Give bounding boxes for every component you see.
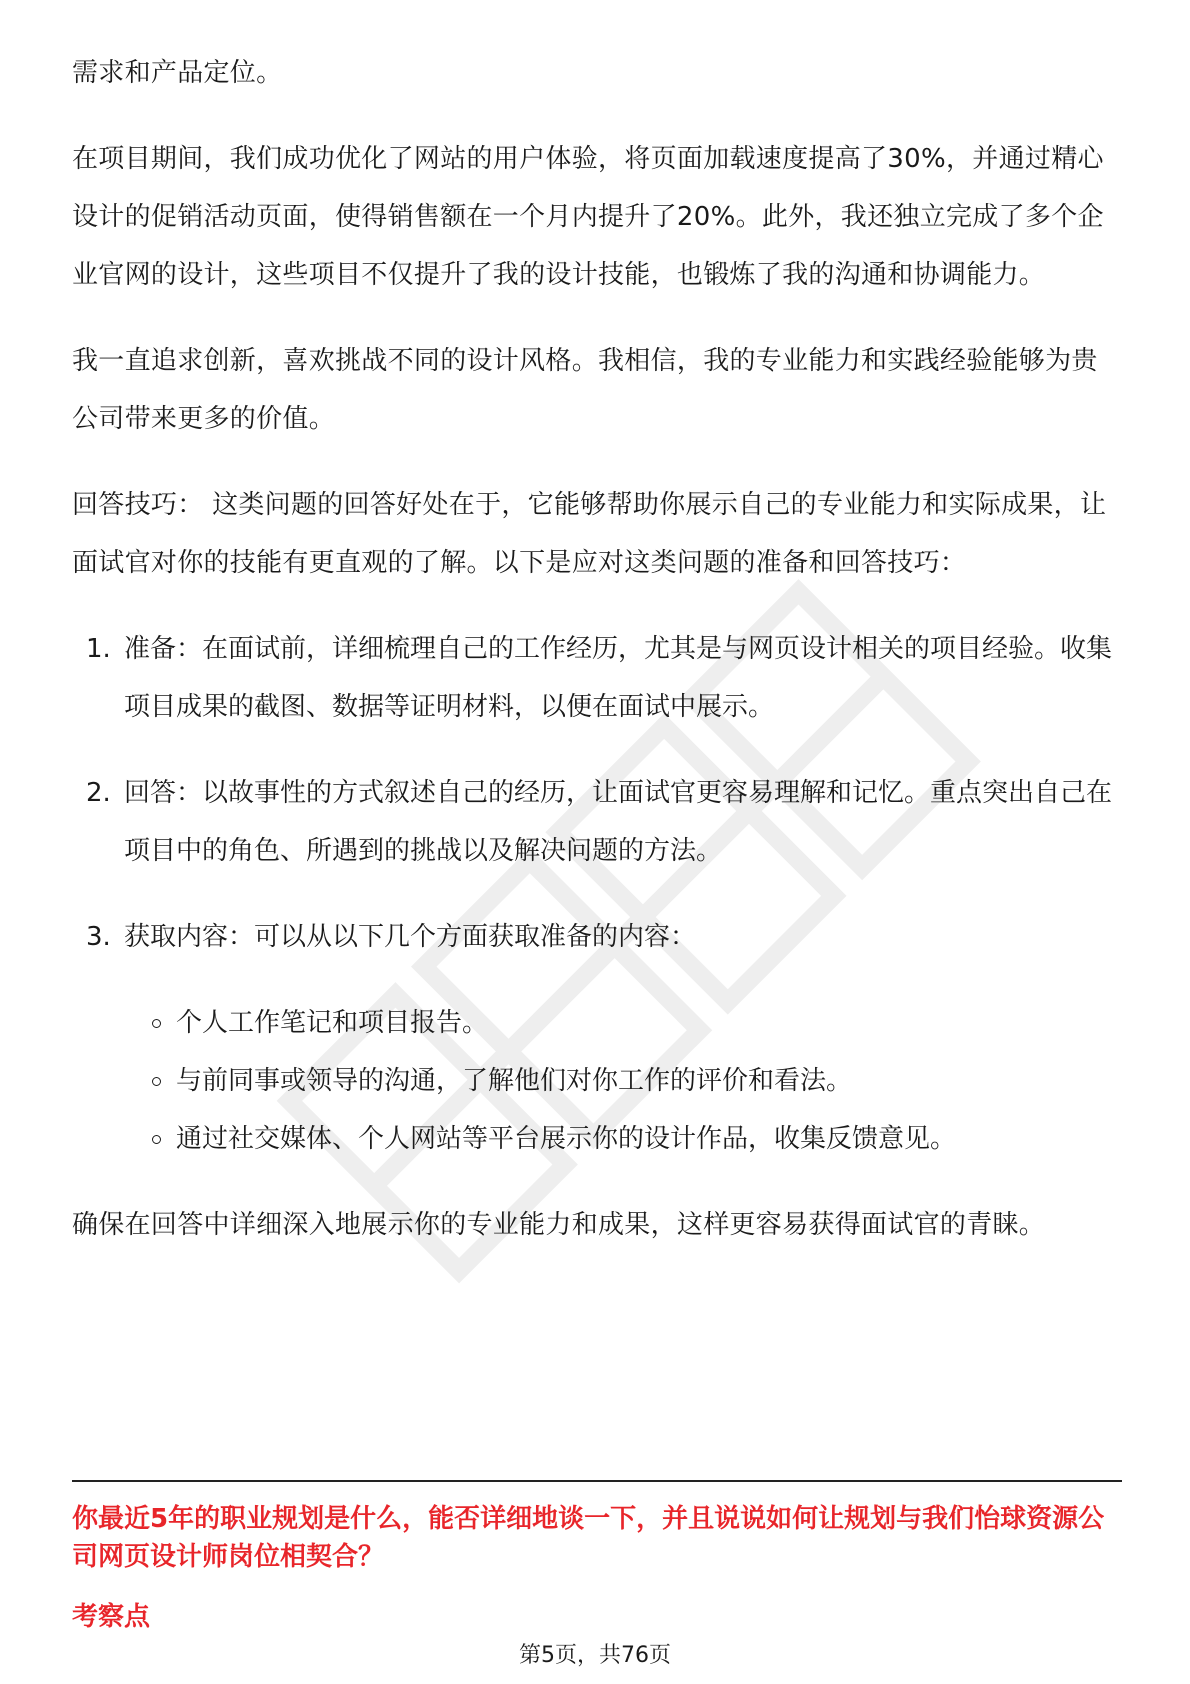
ordered-list-item (72, 764, 1122, 880)
bullet-circle-icon (152, 1077, 161, 1086)
paragraph: 在项目期间，我们成功优化了网站的用户体验，将页面加载速度提高了30%，并通过精心设计的促销活动页面，使得销售额在一个月内提升了20%。此外，我还独立完成了多个企业官网的设计，这些项目不仅提升了我的设计技能，也锻炼了我的沟通和协调能力。 (72, 144, 1104, 290)
list-number: 1. (86, 634, 111, 664)
bullet-list-item (72, 994, 1122, 1052)
answer-tips-paragraph: 回答技巧： 这类问题的回答好处在于，它能够帮助你展示自己的专业能力和实际成果，让面试官对你的技能有更直观的了解。以下是应对这类问题的准备和回答技巧： (72, 490, 1107, 578)
ordered-list-item (72, 620, 1122, 736)
main-content (72, 44, 1122, 1254)
page-footer: 第5页，共76页 (519, 1643, 671, 1668)
bullet-circle-icon (152, 1019, 161, 1028)
list-item-text: 个人工作笔记和项目报告。 (176, 1008, 489, 1038)
bullet-circle-icon (152, 1135, 161, 1144)
ordered-list-item (72, 908, 1122, 966)
list-number: 2. (86, 778, 111, 808)
bullet-list-item (72, 1110, 1122, 1168)
list-number: 3. (86, 922, 111, 952)
section-title: 考察点 (72, 1602, 151, 1632)
interview-question-heading: 你最近5年的职业规划是什么，能否详细地谈一下，并且说说如何让规划与我们怡球资源公司网页设计师岗位相契合？ (72, 1504, 1105, 1572)
closing-paragraph: 确保在回答中详细深入地展示你的专业能力和成果，这样更容易获得面试官的青睐。 (72, 1210, 1046, 1240)
list-item-text: 通过社交媒体、个人网站等平台展示你的设计作品，收集反馈意见。 (176, 1124, 957, 1154)
list-item-text: 准备：在面试前，详细梳理自己的工作经历，尤其是与网页设计相关的项目经验。收集项目成果的截图、数据等证明材料，以便在面试中展示。 (124, 634, 1113, 722)
section-divider (72, 1480, 1122, 1482)
paragraph: 需求和产品定位。 (72, 58, 283, 88)
list-item-text: 获取内容：可以从以下几个方面获取准备的内容： (124, 922, 697, 952)
paragraph: 我一直追求创新，喜欢挑战不同的设计风格。我相信，我的专业能力和实践经验能够为贵公司带来更多的价值。 (72, 346, 1098, 434)
bullet-list-item (72, 1052, 1122, 1110)
list-item-text: 与前同事或领导的沟通，了解他们对你工作的评价和看法。 (176, 1066, 853, 1096)
list-item-text: 回答：以故事性的方式叙述自己的经历，让面试官更容易理解和记忆。重点突出自己在项目中的角色、所遇到的挑战以及解决问题的方法。 (124, 778, 1113, 866)
